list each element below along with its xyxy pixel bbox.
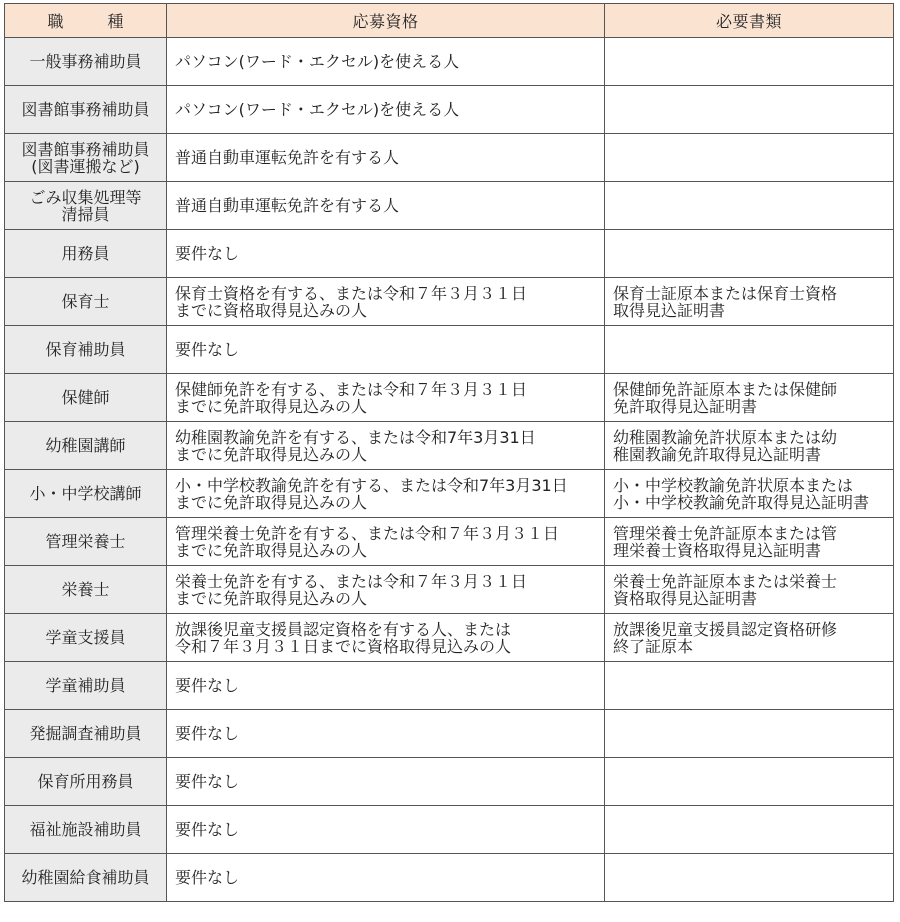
recruitment-table: [4, 3, 894, 902]
job-type-cell: [5, 566, 167, 614]
qualification-cell: 栄養士免許を有する、または令和７年３月３１日 までに免許取得見込みの人: [167, 566, 605, 614]
job-type-cell: [5, 422, 167, 470]
table-row: [5, 710, 894, 758]
job-type-cell: [5, 326, 167, 374]
job-type-cell: [5, 134, 167, 182]
table-row: [5, 38, 894, 86]
qualification-cell: 放課後児童支援員認定資格を有する人、または 令和７年３月３１日までに資格取得見込みの人: [167, 614, 605, 662]
documents-cell: [605, 326, 894, 374]
job-type-label: 発掘調査補助員: [29, 724, 142, 743]
qualification-cell: パソコン(ワード・エクセル)を使える人: [167, 86, 605, 134]
job-type-label: 小・中学校講師: [29, 484, 142, 503]
qualification-cell: パソコン(ワード・エクセル)を使える人: [167, 38, 605, 86]
job-type-cell: [5, 374, 167, 422]
table-body: [5, 38, 894, 902]
qualification-cell: 管理栄養士免許を有する、または令和７年３月３１日 までに免許取得見込みの人: [167, 518, 605, 566]
documents-cell: [605, 182, 894, 230]
job-type-cell: [5, 518, 167, 566]
job-type-label: 管理栄養士: [45, 532, 126, 551]
job-type-label: 図書館事務補助員: [21, 100, 150, 119]
job-type-cell: [5, 278, 167, 326]
recruitment-table-container: [4, 3, 893, 902]
table-row: [5, 230, 894, 278]
header-qualification: 応募資格: [167, 4, 605, 38]
table-row: [5, 470, 894, 518]
documents-cell: 小・中学校教諭免許状原本または 小・中学校教諭免許取得見込証明書: [605, 470, 894, 518]
qualification-cell: 保育士資格を有する、または令和７年３月３１日 までに資格取得見込みの人: [167, 278, 605, 326]
job-type-label: 福祉施設補助員: [29, 820, 142, 839]
header-job-type: 職 種: [5, 4, 167, 38]
job-type-label: 幼稚園給食補助員: [21, 868, 150, 887]
qualification-cell: 小・中学校教諭免許を有する、または令和7年3月31日 までに免許取得見込みの人: [167, 470, 605, 518]
table-row: [5, 134, 894, 182]
header-documents: 必要書類: [605, 4, 894, 38]
table-row: [5, 374, 894, 422]
documents-cell: [605, 134, 894, 182]
job-type-label: ごみ収集処理等 清掃員: [29, 187, 142, 224]
qualification-cell: 要件なし: [167, 662, 605, 710]
qualification-cell: 要件なし: [167, 758, 605, 806]
job-type-cell: [5, 614, 167, 662]
table-header: [5, 4, 894, 38]
job-type-label: 図書館事務補助員 (図書運搬など): [21, 139, 150, 176]
table-row: [5, 566, 894, 614]
qualification-cell: 要件なし: [167, 230, 605, 278]
documents-cell: [605, 38, 894, 86]
documents-cell: [605, 662, 894, 710]
job-type-label: 保健師: [61, 388, 110, 407]
documents-cell: [605, 806, 894, 854]
table-row: [5, 278, 894, 326]
job-type-label: 用務員: [61, 244, 110, 263]
qualification-cell: 保健師免許を有する、または令和７年３月３１日 までに免許取得見込みの人: [167, 374, 605, 422]
documents-cell: [605, 758, 894, 806]
table-row: [5, 806, 894, 854]
documents-cell: 保育士証原本または保育士資格 取得見込証明書: [605, 278, 894, 326]
job-type-cell: [5, 758, 167, 806]
job-type-cell: [5, 470, 167, 518]
documents-cell: [605, 854, 894, 902]
job-type-cell: [5, 86, 167, 134]
job-type-label: 学童補助員: [45, 676, 126, 695]
qualification-cell: 幼稚園教諭免許を有する、または令和7年3月31日 までに免許取得見込みの人: [167, 422, 605, 470]
documents-cell: 栄養士免許証原本または栄養士 資格取得見込証明書: [605, 566, 894, 614]
qualification-cell: 要件なし: [167, 326, 605, 374]
table-row: [5, 422, 894, 470]
job-type-label: 学童支援員: [45, 628, 126, 647]
job-type-label: 栄養士: [61, 580, 110, 599]
job-type-cell: [5, 710, 167, 758]
table-row: [5, 182, 894, 230]
documents-cell: 幼稚園教諭免許状原本または幼 稚園教諭免許取得見込証明書: [605, 422, 894, 470]
qualification-cell: 要件なし: [167, 854, 605, 902]
job-type-label: 一般事務補助員: [29, 52, 142, 71]
documents-cell: 管理栄養士免許証原本または管 理栄養士資格取得見込証明書: [605, 518, 894, 566]
job-type-cell: [5, 230, 167, 278]
job-type-label: 保育所用務員: [37, 772, 134, 791]
documents-cell: 保健師免許証原本または保健師 免許取得見込証明書: [605, 374, 894, 422]
documents-cell: [605, 710, 894, 758]
job-type-cell: [5, 182, 167, 230]
job-type-cell: [5, 806, 167, 854]
table-row: [5, 86, 894, 134]
documents-cell: 放課後児童支援員認定資格研修 終了証原本: [605, 614, 894, 662]
table-row: [5, 854, 894, 902]
qualification-cell: 普通自動車運転免許を有する人: [167, 182, 605, 230]
table-row: [5, 614, 894, 662]
job-type-label: 保育士: [61, 292, 110, 311]
table-row: [5, 758, 894, 806]
header-row: [5, 4, 894, 38]
documents-cell: [605, 86, 894, 134]
table-row: [5, 662, 894, 710]
qualification-cell: 要件なし: [167, 806, 605, 854]
qualification-cell: 要件なし: [167, 710, 605, 758]
table-row: [5, 518, 894, 566]
job-type-cell: [5, 38, 167, 86]
job-type-cell: [5, 854, 167, 902]
table-row: [5, 326, 894, 374]
qualification-cell: 普通自動車運転免許を有する人: [167, 134, 605, 182]
job-type-label: 保育補助員: [45, 340, 126, 359]
documents-cell: [605, 230, 894, 278]
job-type-label: 幼稚園講師: [45, 436, 126, 455]
job-type-cell: [5, 662, 167, 710]
